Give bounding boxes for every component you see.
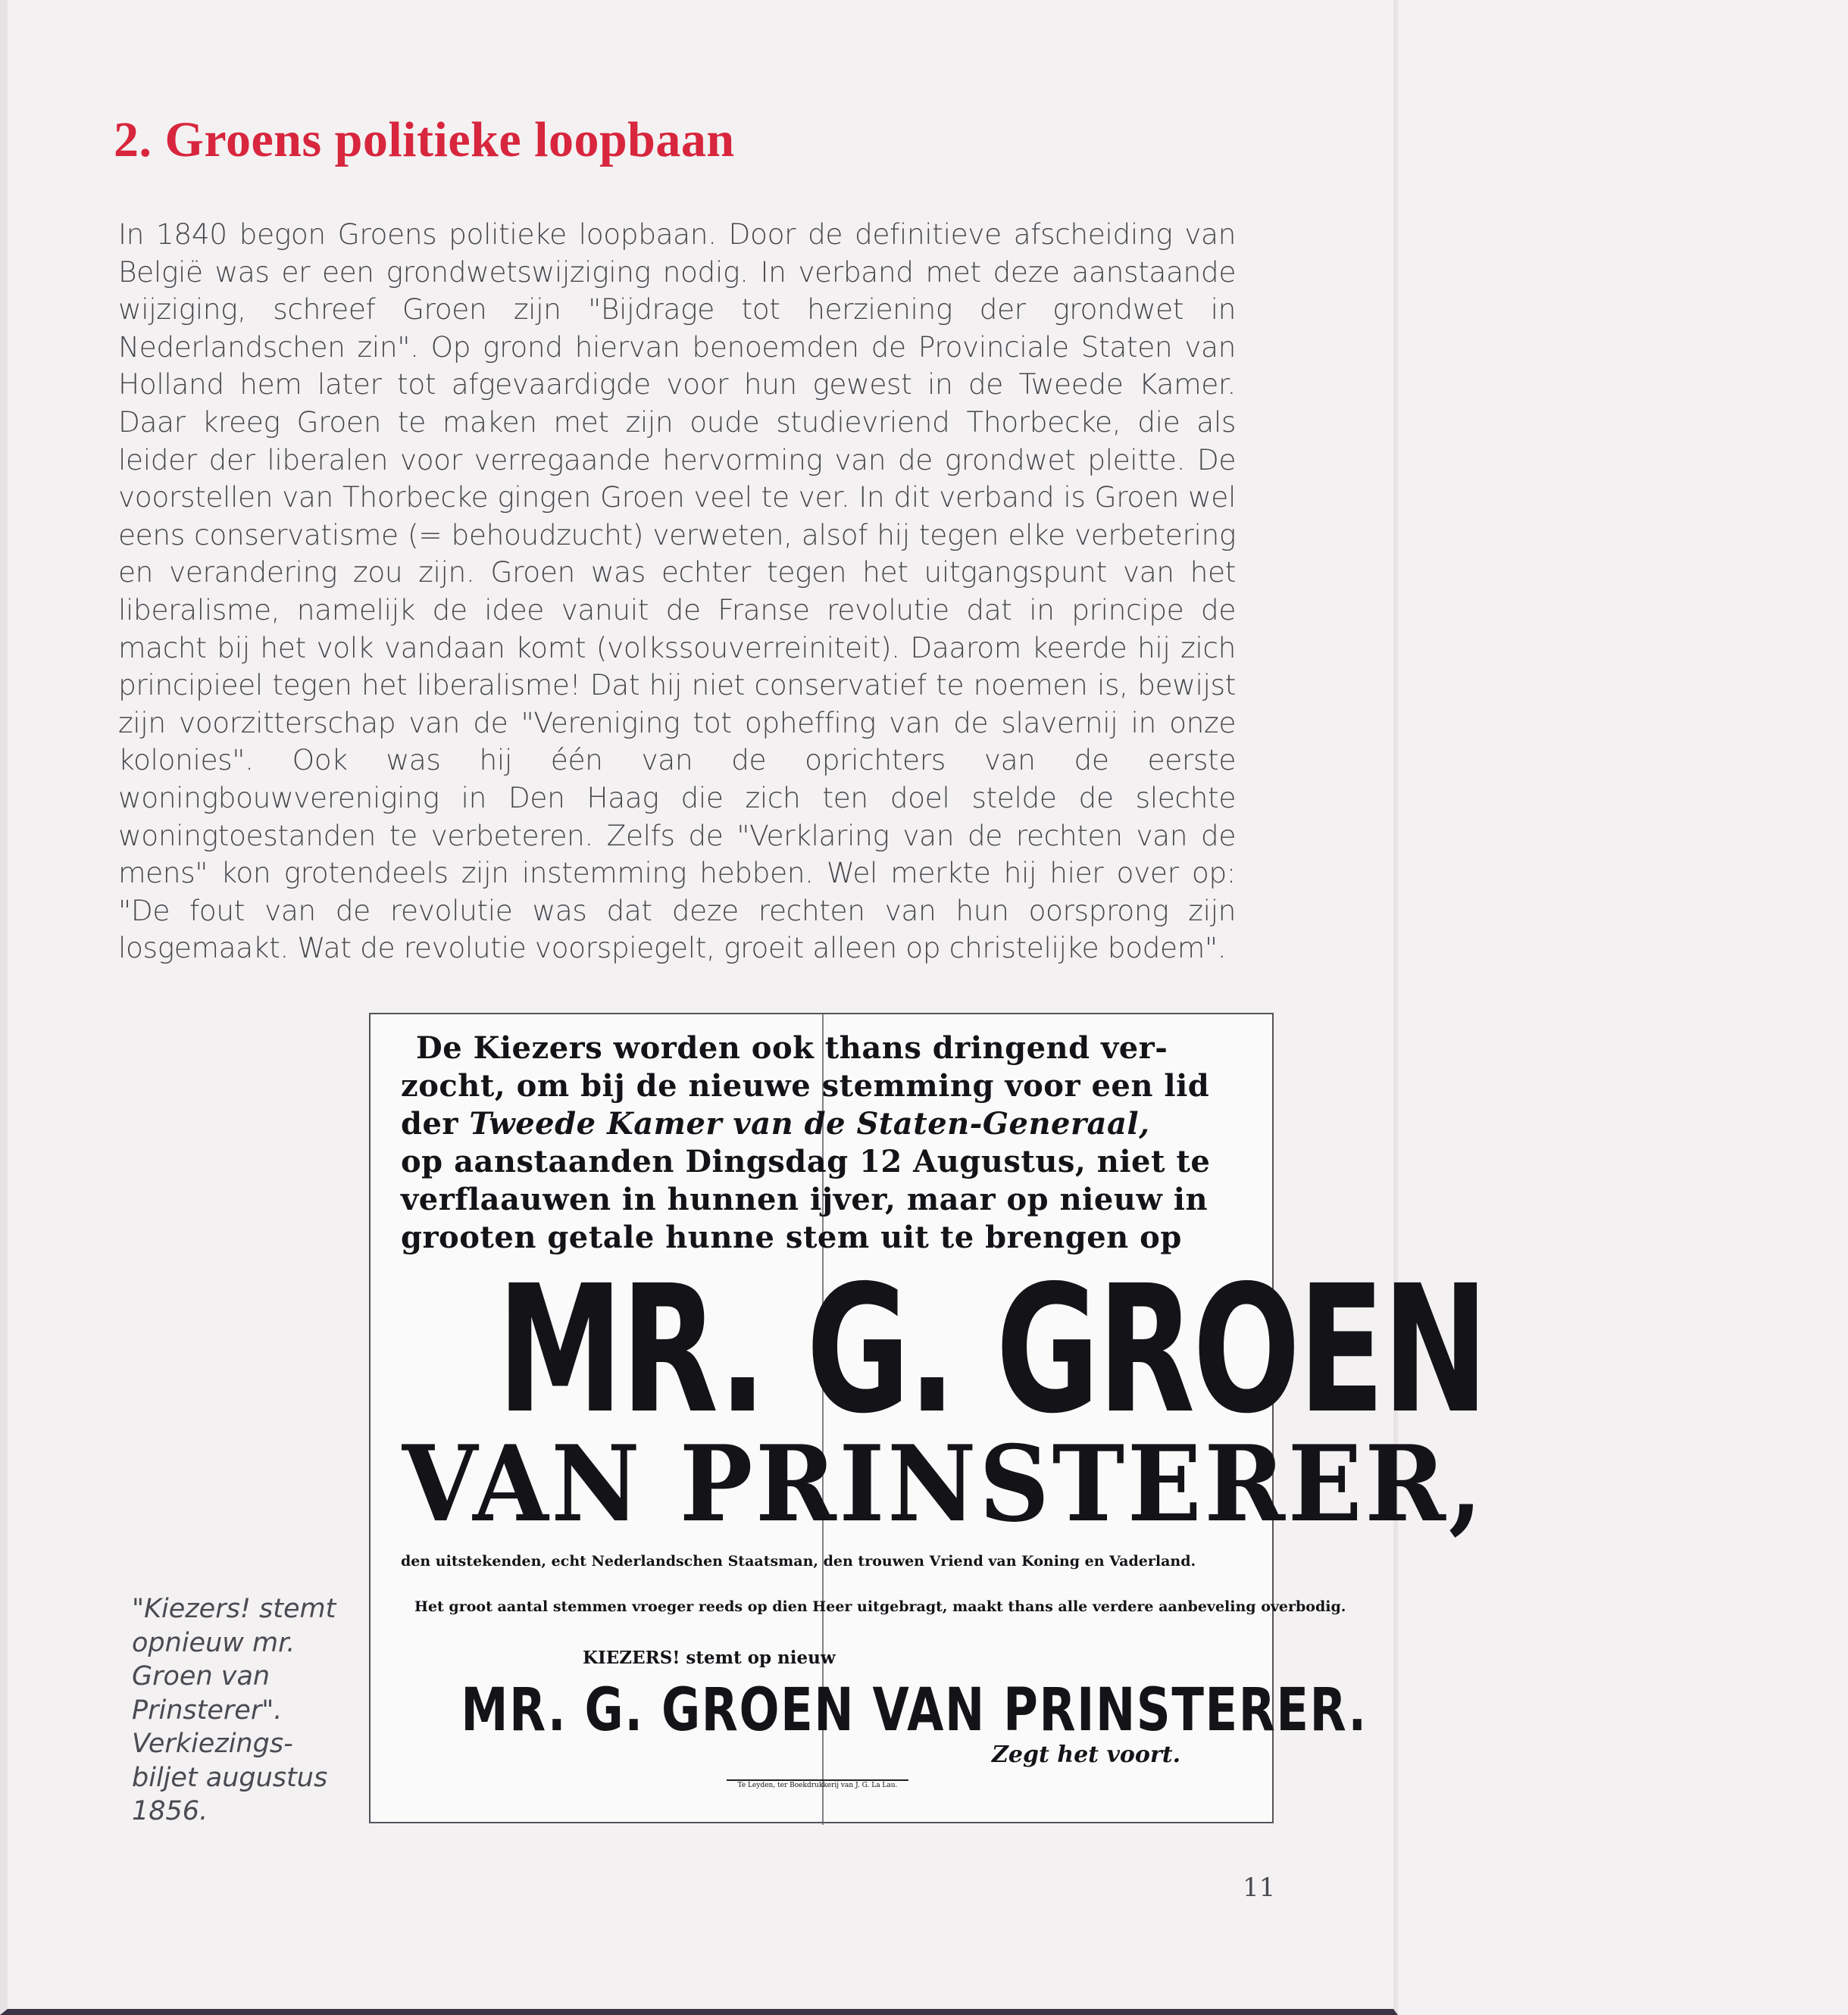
poster-intro-line: op aanstaanden Dingsdag 12 Augustus, niet te [401,1144,1211,1179]
poster-name-footer: MR. G. GROEN VAN PRINSTERER. [461,1676,1368,1745]
election-poster-image [369,1013,1487,1823]
poster-intro-italic: Tweede Kamer van de Staten-Generaal, [469,1106,1150,1142]
body-paragraph: In 1840 begon Groens politieke loopbaan. Door de definitieve afscheiding van België was er een grondwetswijziging nodig. In verband met deze aanstaande wijziging, schreef Groen zijn "Bijdrage tot herziening der grondwet in Nederlandschen zin". Op grond hiervan benoemden de Provinciale Staten van Holland hem later tot afgevaardigde voor hun gewest in de Tweede Kamer. Daar kreeg Groen te maken met zijn oude studievriend Thorbecke, die als leider der liberalen voor verregaande hervorming van de grondwet pleitte. De voorstellen van Thorbecke gingen Groen veel te ver. In dit verband is Groen wel eens conservatisme (= behoudzucht) verweten, alsof hij tegen elke verbetering en verandering zou zijn. Groen was echter tegen het uitgangspunt van het liberalisme, namelijk de idee vanuit de Franse revolutie dat in principe de macht bij het volk vandaan komt (volkssouverreiniteit). Daarom keerde hij zich principieel tegen het liberalisme! Dat hij niet conservatief te noemen is, bewijst zijn voorzitterschap van de "Vereniging tot opheffing van de slavernij in onze kolonies". Ook was hij één van de oprichters van de eerste woningbouwvereniging in Den Haag die zich ten doel stelde de slechte woningtoestanden te verbeteren. Zelfs de "Verklaring van de rechten van de mens" kon grotendeels zijn instemming hebben. Wel merkte hij hier over op: "De fout van de revolutie was dat deze rechten van hun oorsprong zijn losgemaakt. Wat de revolutie voorspiegelt, groeit alleen op christelijke bodem". [118,217,1236,965]
poster-intro-line: verflaauwen in hunnen ijver, maar op nieuw in [401,1182,1209,1217]
poster-small-text: den uitstekenden, echt Nederlandschen Staatsman, den trouwen Vriend van Koning en Vaderland. [401,1553,1196,1570]
page-number: 11 [1243,1873,1276,1903]
poster-kiezers-line: KIEZERS! stemt op nieuw [583,1648,836,1668]
poster-intro-line: zocht, om bij de nieuwe stemming voor een lid [401,1068,1210,1104]
poster-intro-line: De Kiezers worden ook thans dringend ver- [416,1030,1168,1066]
poster-intro-text: der [401,1106,470,1142]
poster-printer-imprint: Te Leyden, ter Boekdrukkerij van J. G. La Lau. [727,1779,908,1790]
poster-intro-line: grooten getale hunne stem uit te brengen op [401,1220,1182,1255]
poster-intro-line [401,1105,1257,1143]
page-title: 2. Groens politieke loopbaan [114,112,735,167]
figure-caption: "Kiezers! stemt opnieuw mr. Groen van Prinsterer". Verkiezings-biljet augustus 1856. [132,1594,336,1826]
poster-name-headline: MR. G. GROEN [497,1248,1487,1452]
poster-small-text: Het groot aantal stemmen vroeger reeds op dien Heer uitgebragt, maakt thans alle verdere aanbeveling overbodig. [414,1598,1346,1615]
poster-closing: Zegt het voort. [992,1742,1181,1768]
poster-name-subheadline: VAN PRINSTERER, [402,1422,1486,1545]
